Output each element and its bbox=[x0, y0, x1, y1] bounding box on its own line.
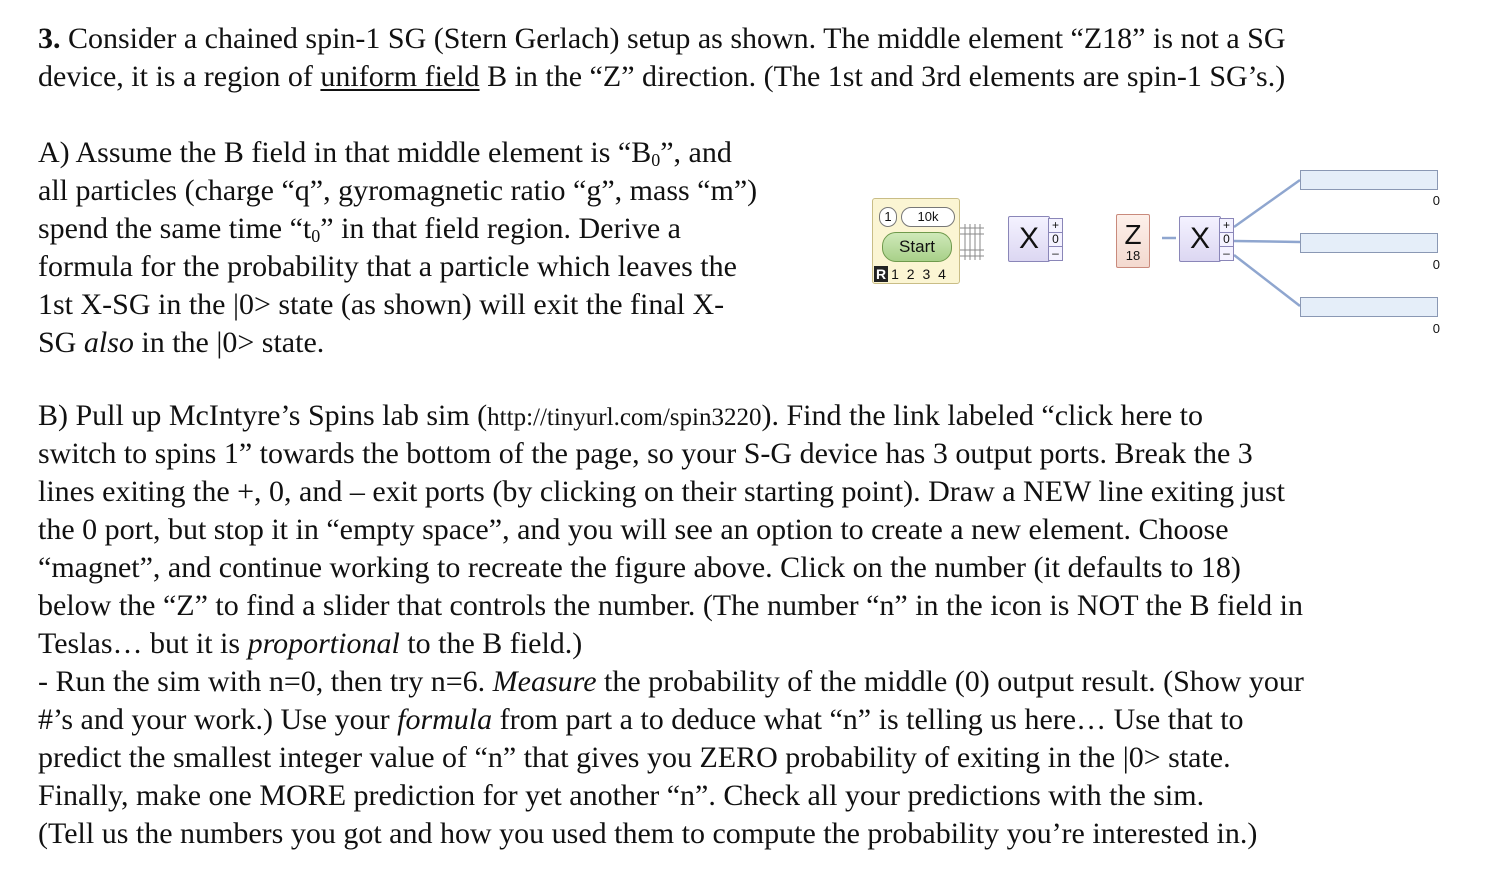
run-selector[interactable] bbox=[874, 266, 948, 282]
part-a-line-6 bbox=[38, 324, 324, 362]
part-b-text-9b: from part a to deduce what “n” is telling us here… Use that to bbox=[492, 703, 1244, 736]
italic-also: also bbox=[83, 326, 134, 359]
part-a-text-3b: ” in that field region. Derive a bbox=[320, 212, 681, 245]
sg-device-2[interactable] bbox=[1179, 216, 1230, 262]
sg1-axis-label: X bbox=[1018, 222, 1039, 255]
intro-text-2a: device, it is a region of bbox=[38, 60, 321, 93]
part-b-line-2: switch to spins 1” towards the bottom of the page, so your S-G device has 3 output ports. Break the 3 bbox=[38, 437, 1253, 470]
sg1-port-zero[interactable]: 0 bbox=[1048, 232, 1063, 247]
italic-measure: Measure bbox=[492, 665, 597, 698]
count-10k-button[interactable]: 10k bbox=[901, 207, 955, 227]
sg1-port-plus[interactable]: + bbox=[1048, 218, 1063, 233]
part-a-line-4: formula for the probability that a particle which leaves the bbox=[38, 250, 737, 283]
underlined-uniform-field: uniform field bbox=[320, 60, 480, 93]
sg2-port-plus[interactable]: + bbox=[1219, 218, 1234, 233]
counter-zero bbox=[1300, 233, 1438, 253]
part-b-text-9a: #’s and your work.) Use your bbox=[38, 703, 398, 736]
sim-url-link[interactable]: http://tinyurl.com/spin3220 bbox=[487, 404, 762, 431]
magnet-element[interactable] bbox=[1116, 214, 1150, 268]
intro-line-1 bbox=[38, 20, 1286, 58]
part-b-text-1a: B) Pull up McIntyre’s Spins lab sim ( bbox=[38, 399, 488, 432]
part-b-text-7a: Teslas… but it is bbox=[38, 627, 248, 660]
start-button[interactable]: Start bbox=[882, 232, 952, 262]
part-a-text-1b: ”, and bbox=[660, 136, 732, 169]
output-port-lines-icon bbox=[960, 224, 984, 260]
sg2-port-zero[interactable]: 0 bbox=[1219, 232, 1234, 247]
part-b-line-5: “magnet”, and continue working to recreate the figure above. Click on the number (it defaults to 18) bbox=[38, 551, 1241, 584]
part-b-text-8a: - Run the sim with n=0, then try n=6. bbox=[38, 665, 493, 698]
part-a-line-3 bbox=[38, 210, 681, 248]
intro-text-2b: B in the “Z” direction. (The 1st and 3rd elements are spin-1 SG’s.) bbox=[479, 60, 1286, 93]
counter-plus-value: 0 bbox=[1432, 193, 1440, 208]
counter-plus bbox=[1300, 170, 1438, 190]
part-b-line-6: below the “Z” to find a slider that controls the number. (The number “n” in the icon is NOT the B field in bbox=[38, 589, 1303, 622]
magnet-axis-label: Z bbox=[1124, 219, 1142, 250]
part-b-line-10: predict the smallest integer value of “n” that gives you ZERO probability of exiting in the |0> state. bbox=[38, 741, 1231, 774]
sg1-port-minus[interactable]: – bbox=[1048, 246, 1063, 261]
run-numbers[interactable]: 1 2 3 4 bbox=[891, 266, 948, 282]
part-b-line-12: (Tell us the numbers you got and how you used them to compute the probability you’re interested in.) bbox=[38, 817, 1258, 850]
part-b-line-3: lines exiting the +, 0, and – exit ports (by clicking on their starting point). Draw a NEW line exiting just bbox=[38, 475, 1285, 508]
part-b-line-11: Finally, make one MORE prediction for yet another “n”. Check all your predictions with the sim. bbox=[38, 779, 1205, 812]
intro-line-2 bbox=[38, 58, 1285, 96]
counter-minus bbox=[1300, 297, 1438, 317]
counter-minus-value: 0 bbox=[1432, 321, 1440, 336]
sg2-axis-label: X bbox=[1189, 222, 1210, 255]
part-a-text-1a: A) Assume the B field in that middle element is “B bbox=[38, 136, 652, 169]
part-a-line-5: 1st X-SG in the |0> state (as shown) will exit the final X- bbox=[38, 288, 725, 321]
part-a-line-2: all particles (charge “q”, gyromagnetic ratio “g”, mass “m”) bbox=[38, 174, 758, 207]
part-a-line-1 bbox=[38, 134, 732, 172]
part-b-line-8 bbox=[38, 663, 1304, 701]
part-b-line-7 bbox=[38, 625, 582, 663]
run-label: R bbox=[876, 266, 887, 282]
part-b-text-7b: to the B field.) bbox=[399, 627, 583, 660]
sim-controls-panel bbox=[872, 198, 960, 284]
subscript-b0: 0 bbox=[651, 150, 661, 170]
part-b-line-4: the 0 port, but stop it in “empty space”, and you will see an option to create a new element. Choose bbox=[38, 513, 1229, 546]
sg2-port-minus[interactable]: – bbox=[1219, 246, 1234, 261]
italic-proportional: proportional bbox=[247, 627, 400, 660]
beam-zero-to-counter bbox=[1234, 241, 1300, 242]
intro-text-1: Consider a chained spin-1 SG (Stern Gerlach) setup as shown. The middle element “Z18” is not a SG bbox=[68, 22, 1286, 55]
subscript-t0: 0 bbox=[311, 226, 321, 246]
part-b-text-8b: the probability of the middle (0) output result. (Show your bbox=[596, 665, 1304, 698]
sg-setup-figure bbox=[868, 160, 1458, 340]
count-one-button[interactable]: 1 bbox=[879, 207, 897, 227]
magnet-number[interactable]: 18 bbox=[1125, 248, 1141, 263]
beam-minus-to-counter bbox=[1234, 255, 1300, 306]
question-number: 3. bbox=[38, 22, 61, 55]
part-a-text-6a: SG bbox=[38, 326, 84, 359]
part-b-line-9 bbox=[38, 701, 1244, 739]
sg-device-1[interactable] bbox=[1008, 216, 1059, 262]
part-a-text-3a: spend the same time “t bbox=[38, 212, 312, 245]
beam-plus-to-counter bbox=[1234, 180, 1300, 227]
part-b-text-1b: ). Find the link labeled “click here to bbox=[761, 399, 1204, 432]
part-a-text-6b: in the |0> state. bbox=[133, 326, 325, 359]
counter-zero-value: 0 bbox=[1432, 257, 1440, 272]
italic-formula: formula bbox=[397, 703, 493, 736]
part-b-line-1 bbox=[38, 397, 1203, 437]
